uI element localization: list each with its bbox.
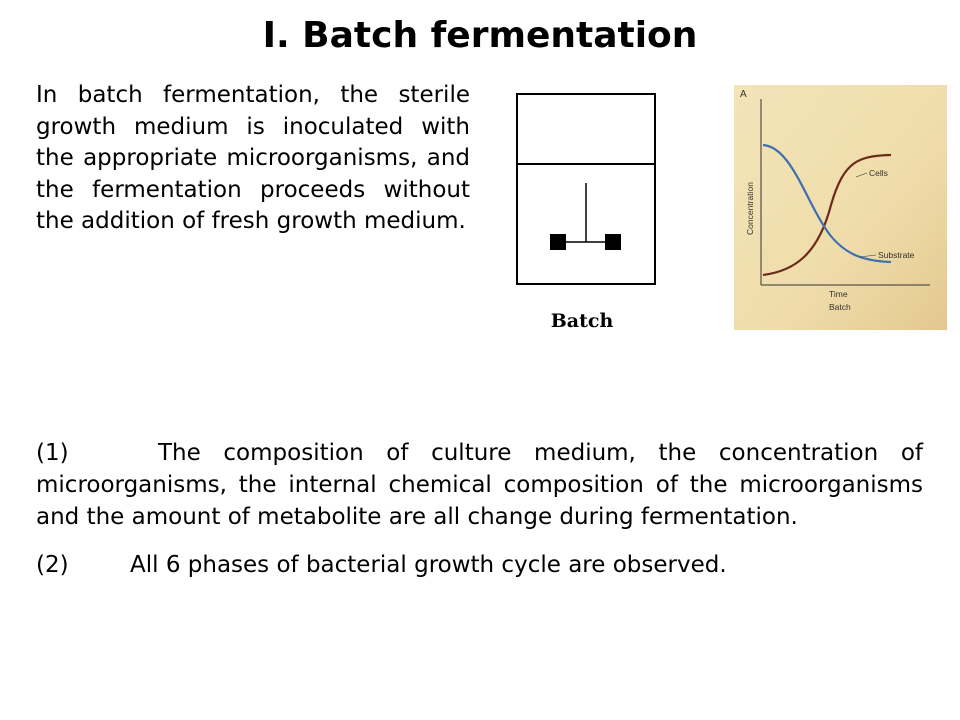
point-number: (1) [36, 440, 69, 466]
point-1 [36, 437, 923, 533]
impeller-blade-left [550, 234, 566, 250]
intro-paragraph: In batch fermentation, the sterile growth medium is inoculated with the appropriate microorganisms, and the fermentation proceeds without the addition of fresh growth medium. [36, 82, 470, 234]
point-text: All 6 phases of bacterial growth cycle are observed. [130, 552, 727, 578]
diagram-caption: Batch [550, 310, 614, 332]
growth-curve-figure [734, 85, 947, 330]
impeller-blade-right [605, 234, 621, 250]
point-text: The composition of culture medium, the concentration of microorganisms, the internal chemical composition of the microorganisms and the amount of metabolite are all change during fermentation. [36, 440, 923, 530]
substrate-label: Substrate [878, 250, 915, 260]
x-axis-label: Time [829, 289, 848, 299]
figure-subcaption: Batch [829, 302, 851, 312]
panel-label: A [740, 89, 747, 100]
y-axis-label: Concentration [745, 182, 755, 235]
batch-reactor-diagram [505, 86, 665, 336]
cells-label: Cells [869, 168, 888, 178]
point-number: (2) [36, 552, 69, 578]
slide-title: I. Batch fermentation [262, 15, 698, 56]
points-list [36, 437, 923, 597]
point-2 [36, 549, 923, 581]
